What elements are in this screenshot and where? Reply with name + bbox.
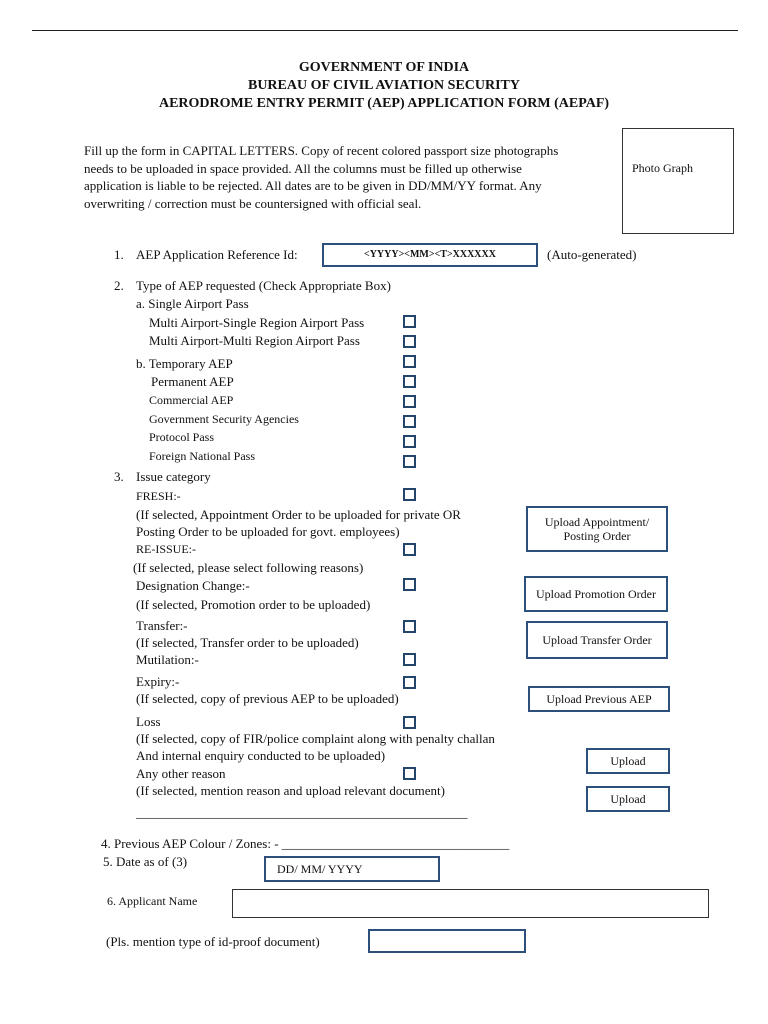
reference-id-field: <YYYY><MM><T>XXXXXX [322, 243, 538, 267]
option-foreign: Foreign National Pass [149, 449, 255, 463]
id-proof-label: (Pls. mention type of id-proof document) [106, 934, 320, 949]
option-transfer: Transfer:- [136, 618, 188, 633]
option-commercial: Commercial AEP [149, 393, 234, 407]
upload-appointment-button[interactable]: Upload Appointment/ Posting Order [526, 506, 668, 552]
checkbox-transfer[interactable] [403, 620, 416, 633]
fresh-note-1: (If selected, Appointment Order to be uploaded for private OR [136, 507, 461, 522]
loss-note-1: (If selected, copy of FIR/police complaint along with penalty challan [136, 731, 495, 746]
q6-label: 6. Applicant Name [107, 894, 198, 908]
checkbox-fresh[interactable] [403, 488, 416, 501]
header-bureau: BUREAU OF CIVIL AVIATION SECURITY [247, 78, 521, 93]
upload-previous-aep-button[interactable]: Upload Previous AEP [528, 686, 670, 712]
transfer-note: (If selected, Transfer order to be uploaded) [136, 635, 359, 650]
checkbox-multi-single-region[interactable] [403, 315, 416, 328]
q2-label: Type of AEP requested (Check Appropriate Box) [136, 278, 391, 293]
header-government: GOVERNMENT OF INDIA [298, 60, 470, 75]
checkbox-mutilation[interactable] [403, 653, 416, 666]
q3-label: Issue category [136, 469, 211, 484]
q1-label: AEP Application Reference Id: [136, 247, 298, 262]
other-note: (If selected, mention reason and upload relevant document) [136, 783, 445, 798]
checkbox-protocol[interactable] [403, 435, 416, 448]
checkbox-commercial[interactable] [403, 395, 416, 408]
option-expiry: Expiry:- [136, 674, 180, 689]
checkbox-govt-security[interactable] [403, 415, 416, 428]
checkbox-foreign[interactable] [403, 455, 416, 468]
option-govt-security: Government Security Agencies [149, 412, 299, 426]
other-reason-line[interactable]: ___________________________________________________ [136, 805, 468, 820]
option-single-airport: a. Single Airport Pass [136, 296, 249, 311]
option-reissue: RE-ISSUE:- [136, 542, 196, 556]
checkbox-reissue[interactable] [403, 543, 416, 556]
upload-transfer-button[interactable]: Upload Transfer Order [526, 621, 668, 659]
option-mutilation: Mutilation:- [136, 652, 199, 667]
option-permanent: Permanent AEP [151, 374, 234, 389]
q1-auto-note: (Auto-generated) [547, 247, 637, 262]
option-protocol: Protocol Pass [149, 430, 215, 444]
expiry-note: (If selected, copy of previous AEP to be uploaded) [136, 691, 399, 706]
q1-number: 1. [114, 247, 124, 262]
q4-previous-aep-colour[interactable]: 4. Previous AEP Colour / Zones: - ___________________________________ [101, 836, 510, 851]
option-other-reason: Any other reason [136, 766, 226, 781]
checkbox-other-reason[interactable] [403, 767, 416, 780]
q2-number: 2. [114, 278, 124, 293]
header-form-title: AERODROME ENTRY PERMIT (AEP) APPLICATION FORM (AEPAF) [158, 96, 610, 111]
applicant-name-input[interactable] [232, 889, 709, 918]
designation-note: (If selected, Promotion order to be uploaded) [136, 597, 371, 612]
upload-other-button[interactable]: Upload [586, 786, 670, 812]
date-field[interactable]: DD/ MM/ YYYY [264, 856, 440, 882]
option-temporary: b. Temporary AEP [136, 356, 233, 371]
upload-loss-button[interactable]: Upload [586, 748, 670, 774]
checkbox-designation-change[interactable] [403, 578, 416, 591]
q5-label: 5. Date as of (3) [103, 854, 188, 869]
option-loss: Loss [136, 714, 161, 729]
fresh-note-2: Posting Order to be uploaded for govt. employees) [136, 524, 400, 539]
option-fresh: FRESH:- [136, 489, 181, 503]
id-proof-input[interactable] [368, 929, 526, 953]
photo-upload-box[interactable]: Photo Graph [622, 128, 734, 234]
option-designation-change: Designation Change:- [136, 578, 250, 593]
checkbox-multi-multi-region[interactable] [403, 335, 416, 348]
option-multi-multi-region: Multi Airport-Multi Region Airport Pass [149, 333, 360, 348]
checkbox-permanent[interactable] [403, 375, 416, 388]
reissue-note: (If selected, please select following reasons) [133, 560, 364, 575]
checkbox-temporary[interactable] [403, 355, 416, 368]
loss-note-2: And internal enquiry conducted to be uploaded) [136, 748, 386, 763]
option-multi-single-region: Multi Airport-Single Region Airport Pass [149, 315, 365, 330]
q3-number: 3. [114, 469, 124, 484]
checkbox-loss[interactable] [403, 716, 416, 729]
upload-promotion-button[interactable]: Upload Promotion Order [524, 576, 668, 612]
checkbox-expiry[interactable] [403, 676, 416, 689]
instructions: Fill up the form in CAPITAL LETTERS. Copy of recent colored passport size photographs needs to be uploaded in space provided. All the columns must be filled up otherwise application is liable to be rejected. All dates are to be given in DD/MM/YY format. Any overwriting / correction must be countersigned with official seal. [84, 143, 559, 211]
top-rule [32, 30, 738, 31]
